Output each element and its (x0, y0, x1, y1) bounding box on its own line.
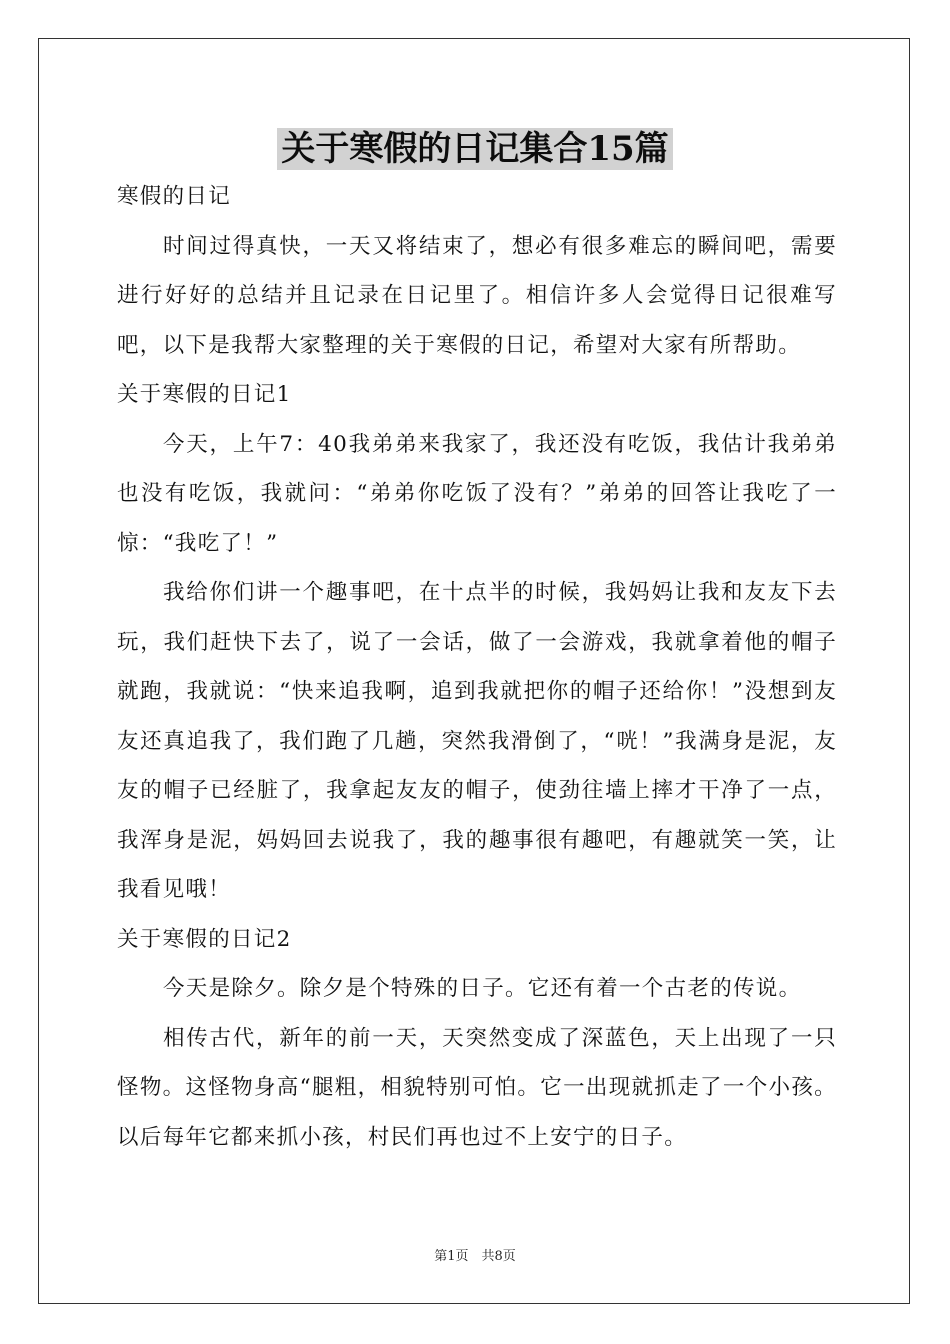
document-title: 关于寒假的日记集合15篇 (277, 128, 672, 170)
page-number-footer: 第1页 共8页 (434, 1249, 516, 1264)
body-paragraph: 我给你们讲一个趣事吧，在十点半的时候，我妈妈让我和友友下去玩，我们赶快下去了，说了一会话，做了一会游戏，我就拿着他的帽子就跑，我就说：“快来追我啊，追到我就把你的帽子还给你！”没想到友友还真追我了，我们跑了几趟，突然我滑倒了，“咣！”我满身是泥，友友的帽子已经脏了，我拿起友友的帽子，使劲往墙上摔才干净了一点，我浑身是泥，妈妈回去说我了，我的趣事很有趣吧，有趣就笑一笑，让我看见哦！ (117, 580, 837, 902)
document-body (117, 172, 837, 1162)
section-heading: 寒假的日记 (117, 184, 232, 209)
section-heading: 关于寒假的日记2 (117, 926, 292, 952)
title-container (0, 128, 950, 170)
body-paragraph: 今天是除夕。除夕是个特殊的日子。它还有着一个古老的传说。 (163, 976, 802, 1001)
body-paragraph: 相传古代，新年的前一天，天突然变成了深蓝色，天上出现了一只怪物。这怪物身高“腿粗，相貌特别可怕。它一出现就抓走了一个小孩。以后每年它都来抓小孩，村民们再也过不上安宁的日子。 (117, 1025, 837, 1150)
intro-paragraph: 时间过得真快，一天又将结束了，想必有很多难忘的瞬间吧，需要进行好好的总结并且记录在日记里了。相信许多人会觉得日记很难写吧，以下是我帮大家整理的关于寒假的日记，希望对大家有所帮助。 (117, 233, 837, 358)
body-paragraph: 今天，上午7：40我弟弟来我家了，我还没有吃饭，我估计我弟弟也没有吃饭，我就问：“弟弟你吃饭了没有？”弟弟的回答让我吃了一惊：“我吃了！” (117, 431, 837, 556)
section-heading: 关于寒假的日记1 (117, 382, 292, 407)
